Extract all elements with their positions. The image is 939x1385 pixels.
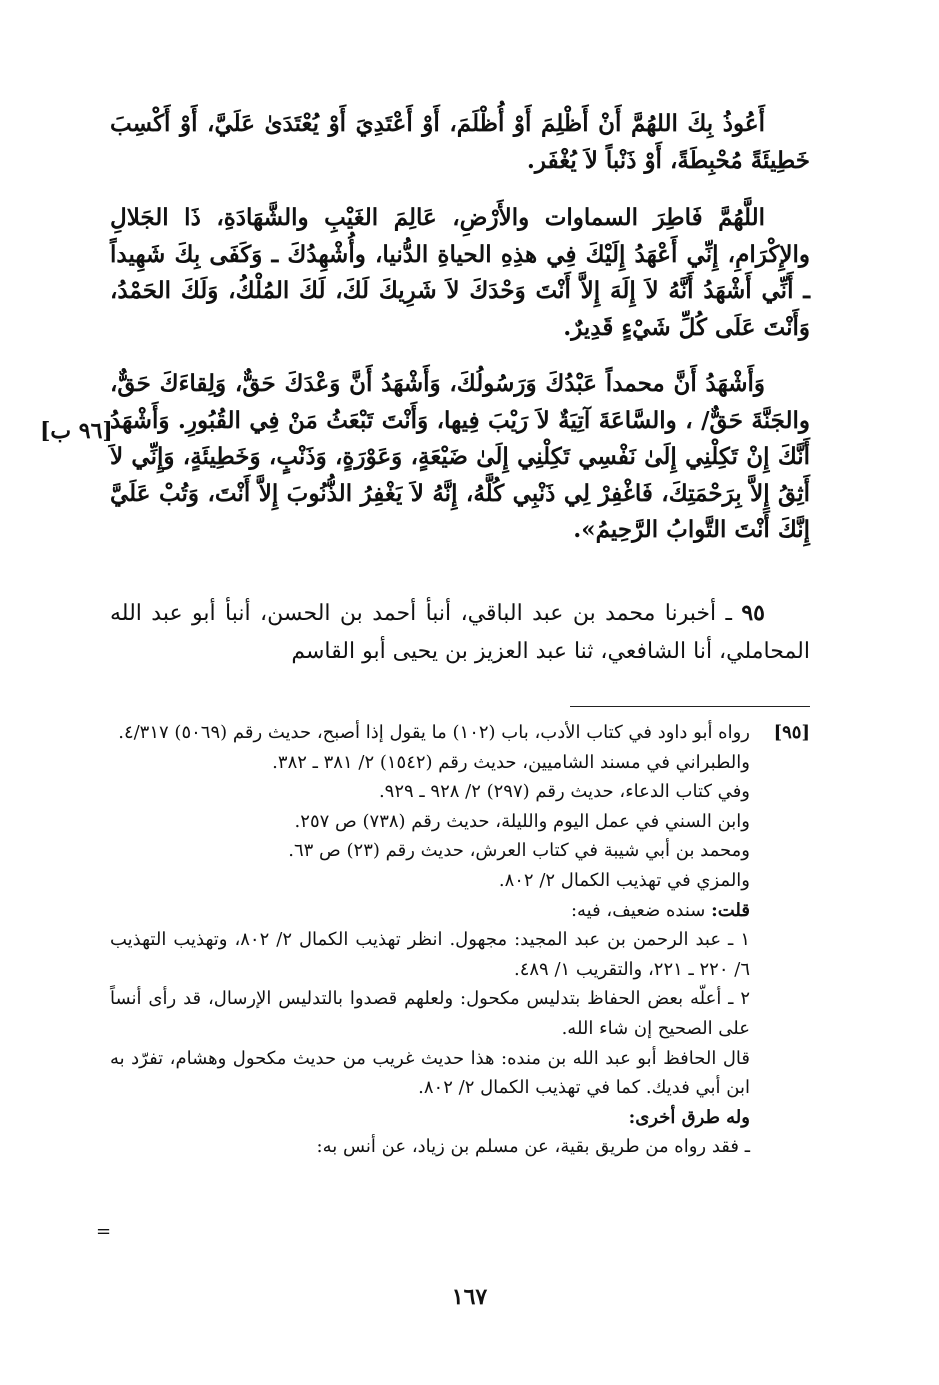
margin-note: [٩٦ ب] <box>40 418 113 444</box>
paragraph-3-text: وَأَشْهَدُ أَنَّ محمداً عَبْدُكَ وَرَسُولُكَ، وَأَشْهَدُ أَنَّ وَعْدَكَ حَقٌّ، وَلِقاءَكَ حَقٌّ، والجَنَّةَ حَقٌّ/ ، والسَّاعَةَ آتِيَةٌ لاَ رَيْبَ فِيها، وَأَنْتَ تَبْعَثُ مَنْ فِي القُبُورِ. وَأَشْهَدُ أَنَّكَ إِنْ تَكِلْنِي إِلَىٰ نَفْسِي تَكِلْنِي إِلَىٰ ضَيْعَةٍ، وَعَوْرَةٍ، وَذَنْبٍ، وَخَطِيئَةٍ، وَإِنِّي لاَ أَثِقُ إِلاَّ بِرَحْمَتِكَ، فَاغْفِرْ لِي ذَنْبِي كُلَّهُ، إِنَّهُ لاَ يَغْفِرُ الذُّنُوبَ إِلاَّ أَنْتَ، وَتُبْ عَلَيَّ إِنَّكَ أَنْتَ التَّوابُ الرَّحِيمُ». <box>110 370 810 543</box>
qult-label: قلت: <box>711 899 750 921</box>
footnote-number: [٩٥] <box>773 722 810 743</box>
continuation-mark: = <box>96 1221 112 1242</box>
footnote-line: ومحمد بن أبي شيبة في كتاب العرش، حديث رقم (٢٣) ص ٦٣. <box>288 840 750 862</box>
footnote-line: وفي كتاب الدعاء، حديث رقم (٢٩٧) ٢/ ٩٢٨ ـ ٩٢٩. <box>378 781 750 803</box>
footnote-line: وابن السني في عمل اليوم والليلة، حديث رقم (٧٣٨) ص ٢٥٧. <box>294 810 750 832</box>
footnote-separator <box>570 706 810 707</box>
footnote-line: ـ فقد رواه من طريق بقية، عن مسلم بن زياد، عن أنس به: <box>316 1136 750 1158</box>
footnote-line: ١ ـ عبد الرحمن بن عبد المجيد: مجهول. انظر تهذيب الكمال ٢/ ٨٠٢، وتهذيب التهذيب ٦/ ٢٢٠ ـ ٢٢١، والتقريب ١/ ٤٨٩. <box>110 929 750 980</box>
footnotes <box>110 718 810 1162</box>
footnote-line: والمزي في تهذيب الكمال ٢/ ٨٠٢. <box>498 869 750 891</box>
page-number: ١٦٧ <box>451 1284 488 1310</box>
paragraph-4-text: ـ أخبرنا محمد بن عبد الباقي، أنبأ أحمد بن الحسن، أنبأ أبو عبد الله المحاملي، أنا الشافعي، ثنا عبد العزيز بن يحيى أبو القاسم <box>110 601 810 664</box>
footnote-line: وله طرق أخرى: <box>628 1106 750 1128</box>
paragraph-2-text: اللَّهُمَّ فَاطِرَ السماوات والأَرْضِ، عَالِمَ الغَيْبِ والشَّهَادَةِ، ذَا الجَلالِ والإِكْرَامِ، إِنِّي أَعْهَدُ إِلَيْكَ فِي هذِهِ الحياةِ الدُّنيا، وأُشْهِدُكَ ـ وَكَفَى بِكَ شَهِيداً ـ أَنِّي أَشْهَدُ أَنَّهُ لاَ إِلَهَ إِلاَّ أَنْتَ وَحْدَكَ لاَ شَرِيكَ لَكَ، لَكَ المُلْكُ، وَلَكَ الحَمْدُ، وَأَنْتَ عَلَى كُلِّ شَيْءٍ قَدِيرٌ. <box>110 204 810 341</box>
paragraph-3 <box>110 366 810 549</box>
hadith-number: ٩٥ <box>741 600 765 626</box>
footnote-line: والطبراني في مسند الشاميين، حديث رقم (١٥٤٢) ٢/ ٣٨١ ـ ٣٨٢. <box>272 751 750 773</box>
footnote-line: قلت: سنده ضعيف، فيه: <box>570 899 750 921</box>
footnote-line: قال الحافظ أبو عبد الله بن منده: هذا حديث غريب من حديث مكحول وهشام، تفرّد به ابن أبي فديك. كما في تهذيب الكمال ٢/ ٨٠٢. <box>110 1047 750 1099</box>
paragraph-4 <box>110 594 810 671</box>
footnote-line: ٢ ـ أعلّه بعض الحفاظ بتدليس مكحول: ولعلهم قصدوا بالتدليس الإرسال، قد رأى أنساً على الصحيح إن شاء الله. <box>110 988 750 1039</box>
paragraph-2 <box>110 200 810 346</box>
paragraph-1: أَعُوذُ بِكَ اللهُمَّ أَنْ أَظْلِمَ أَوْ أُظْلَمَ، أَوْ أَعْتَدِيَ أَوْ يُعْتَدَىٰ عَلَيَّ، أَوْ أَكْسِبَ خَطِيئَةً مُحْبِطَةً، أَوْ ذَنْباً لاَ يُغْفَر. <box>110 110 810 174</box>
footnote-line: [٩٥] رواه أبو داود في كتاب الأدب، باب (١٠٢) ما يقول إذا أصبح، حديث رقم (٥٠٦٩) ٤/٣١٧. <box>110 718 810 748</box>
